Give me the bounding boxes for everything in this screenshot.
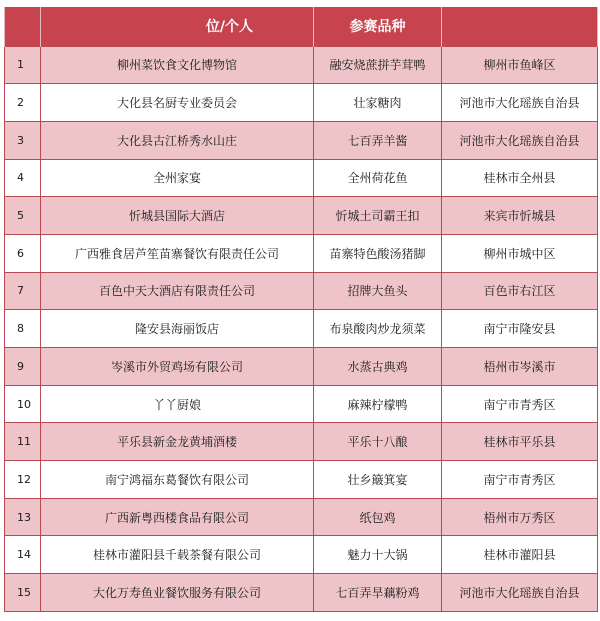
- cell-dish: 七百弄旱藕粉鸡: [314, 574, 442, 612]
- cell-no: 6: [5, 234, 41, 272]
- cell-unit: 柳州菜饮食文化博物馆: [41, 46, 314, 84]
- header-place: [442, 7, 598, 46]
- cell-unit: 忻城县国际大酒店: [41, 197, 314, 235]
- header-unit: 位/个人: [41, 7, 314, 46]
- cell-dish: 壮乡簸箕宴: [314, 461, 442, 499]
- header-dish: 参赛品种: [314, 7, 442, 46]
- table-row: [5, 461, 598, 499]
- cell-place: 河池市大化瑶族自治县: [442, 574, 598, 612]
- cell-no: 3: [5, 121, 41, 159]
- table-row: [5, 348, 598, 386]
- cell-no: 8: [5, 310, 41, 348]
- table-row: [5, 536, 598, 574]
- table-row: [5, 272, 598, 310]
- cell-place: 柳州市鱼峰区: [442, 46, 598, 84]
- cell-no: 5: [5, 197, 41, 235]
- cell-unit: 大化县名厨专业委员会: [41, 84, 314, 122]
- cell-dish: 七百弄羊酱: [314, 121, 442, 159]
- cell-unit: 桂林市灌阳县千载茶餐有限公司: [41, 536, 314, 574]
- cell-no: 10: [5, 385, 41, 423]
- cell-no: 1: [5, 46, 41, 84]
- cell-place: 柳州市城中区: [442, 234, 598, 272]
- cell-place: 百色市右江区: [442, 272, 598, 310]
- cell-unit: 丫丫厨娘: [41, 385, 314, 423]
- cell-no: 15: [5, 574, 41, 612]
- cell-dish: 布泉酸肉炒龙须菜: [314, 310, 442, 348]
- cell-unit: 广西雅食居芦笙苗寨餐饮有限责任公司: [41, 234, 314, 272]
- cell-no: 13: [5, 498, 41, 536]
- cell-dish: 麻辣柠檬鸭: [314, 385, 442, 423]
- cell-unit: 广西新粤西楼食品有限公司: [41, 498, 314, 536]
- table-row: [5, 84, 598, 122]
- table-row: [5, 574, 598, 612]
- cell-no: 4: [5, 159, 41, 197]
- table-row: [5, 159, 598, 197]
- cell-unit: 南宁鸿福东葛餐饮有限公司: [41, 461, 314, 499]
- cell-dish: 忻城土司霸王扣: [314, 197, 442, 235]
- cell-unit: 大化县古江桥秀水山庄: [41, 121, 314, 159]
- cell-place: 南宁市青秀区: [442, 461, 598, 499]
- table-row: [5, 498, 598, 536]
- cell-unit: 隆安县海丽饭店: [41, 310, 314, 348]
- cell-unit: 大化万寿鱼业餐饮服务有限公司: [41, 574, 314, 612]
- table-row: [5, 234, 598, 272]
- cell-dish: 纸包鸡: [314, 498, 442, 536]
- cell-no: 9: [5, 348, 41, 386]
- table-row: [5, 385, 598, 423]
- cell-dish: 平乐十八酿: [314, 423, 442, 461]
- cell-dish: 全州荷花鱼: [314, 159, 442, 197]
- cell-dish: 壮家糖肉: [314, 84, 442, 122]
- cell-dish: 招牌大鱼头: [314, 272, 442, 310]
- cell-unit: 岑溪市外贸鸡场有限公司: [41, 348, 314, 386]
- cell-unit: 全州家宴: [41, 159, 314, 197]
- table-row: [5, 423, 598, 461]
- cell-place: 南宁市青秀区: [442, 385, 598, 423]
- cell-unit: 平乐县新金龙黄埔酒楼: [41, 423, 314, 461]
- cell-place: 河池市大化瑶族自治县: [442, 121, 598, 159]
- cell-no: 11: [5, 423, 41, 461]
- table-row: [5, 197, 598, 235]
- cell-place: 河池市大化瑶族自治县: [442, 84, 598, 122]
- cell-no: 7: [5, 272, 41, 310]
- cell-no: 12: [5, 461, 41, 499]
- cell-place: 桂林市灌阳县: [442, 536, 598, 574]
- participants-table: [4, 7, 598, 612]
- cell-no: 14: [5, 536, 41, 574]
- table-row: [5, 121, 598, 159]
- cell-place: 来宾市忻城县: [442, 197, 598, 235]
- table-row: [5, 310, 598, 348]
- cell-unit: 百色中天大酒店有限责任公司: [41, 272, 314, 310]
- cell-place: 南宁市隆安县: [442, 310, 598, 348]
- cell-no: 2: [5, 84, 41, 122]
- table-row: [5, 46, 598, 84]
- cell-dish: 水蒸古典鸡: [314, 348, 442, 386]
- cell-place: 梧州市万秀区: [442, 498, 598, 536]
- cell-dish: 苗寨特色酸汤猪脚: [314, 234, 442, 272]
- cell-place: 梧州市岑溪市: [442, 348, 598, 386]
- table-header-row: [5, 7, 598, 46]
- cell-dish: 融安烧蔗拼芋茸鸭: [314, 46, 442, 84]
- cell-place: 桂林市平乐县: [442, 423, 598, 461]
- cell-dish: 魅力十大锅: [314, 536, 442, 574]
- header-no: [5, 7, 41, 46]
- cell-place: 桂林市全州县: [442, 159, 598, 197]
